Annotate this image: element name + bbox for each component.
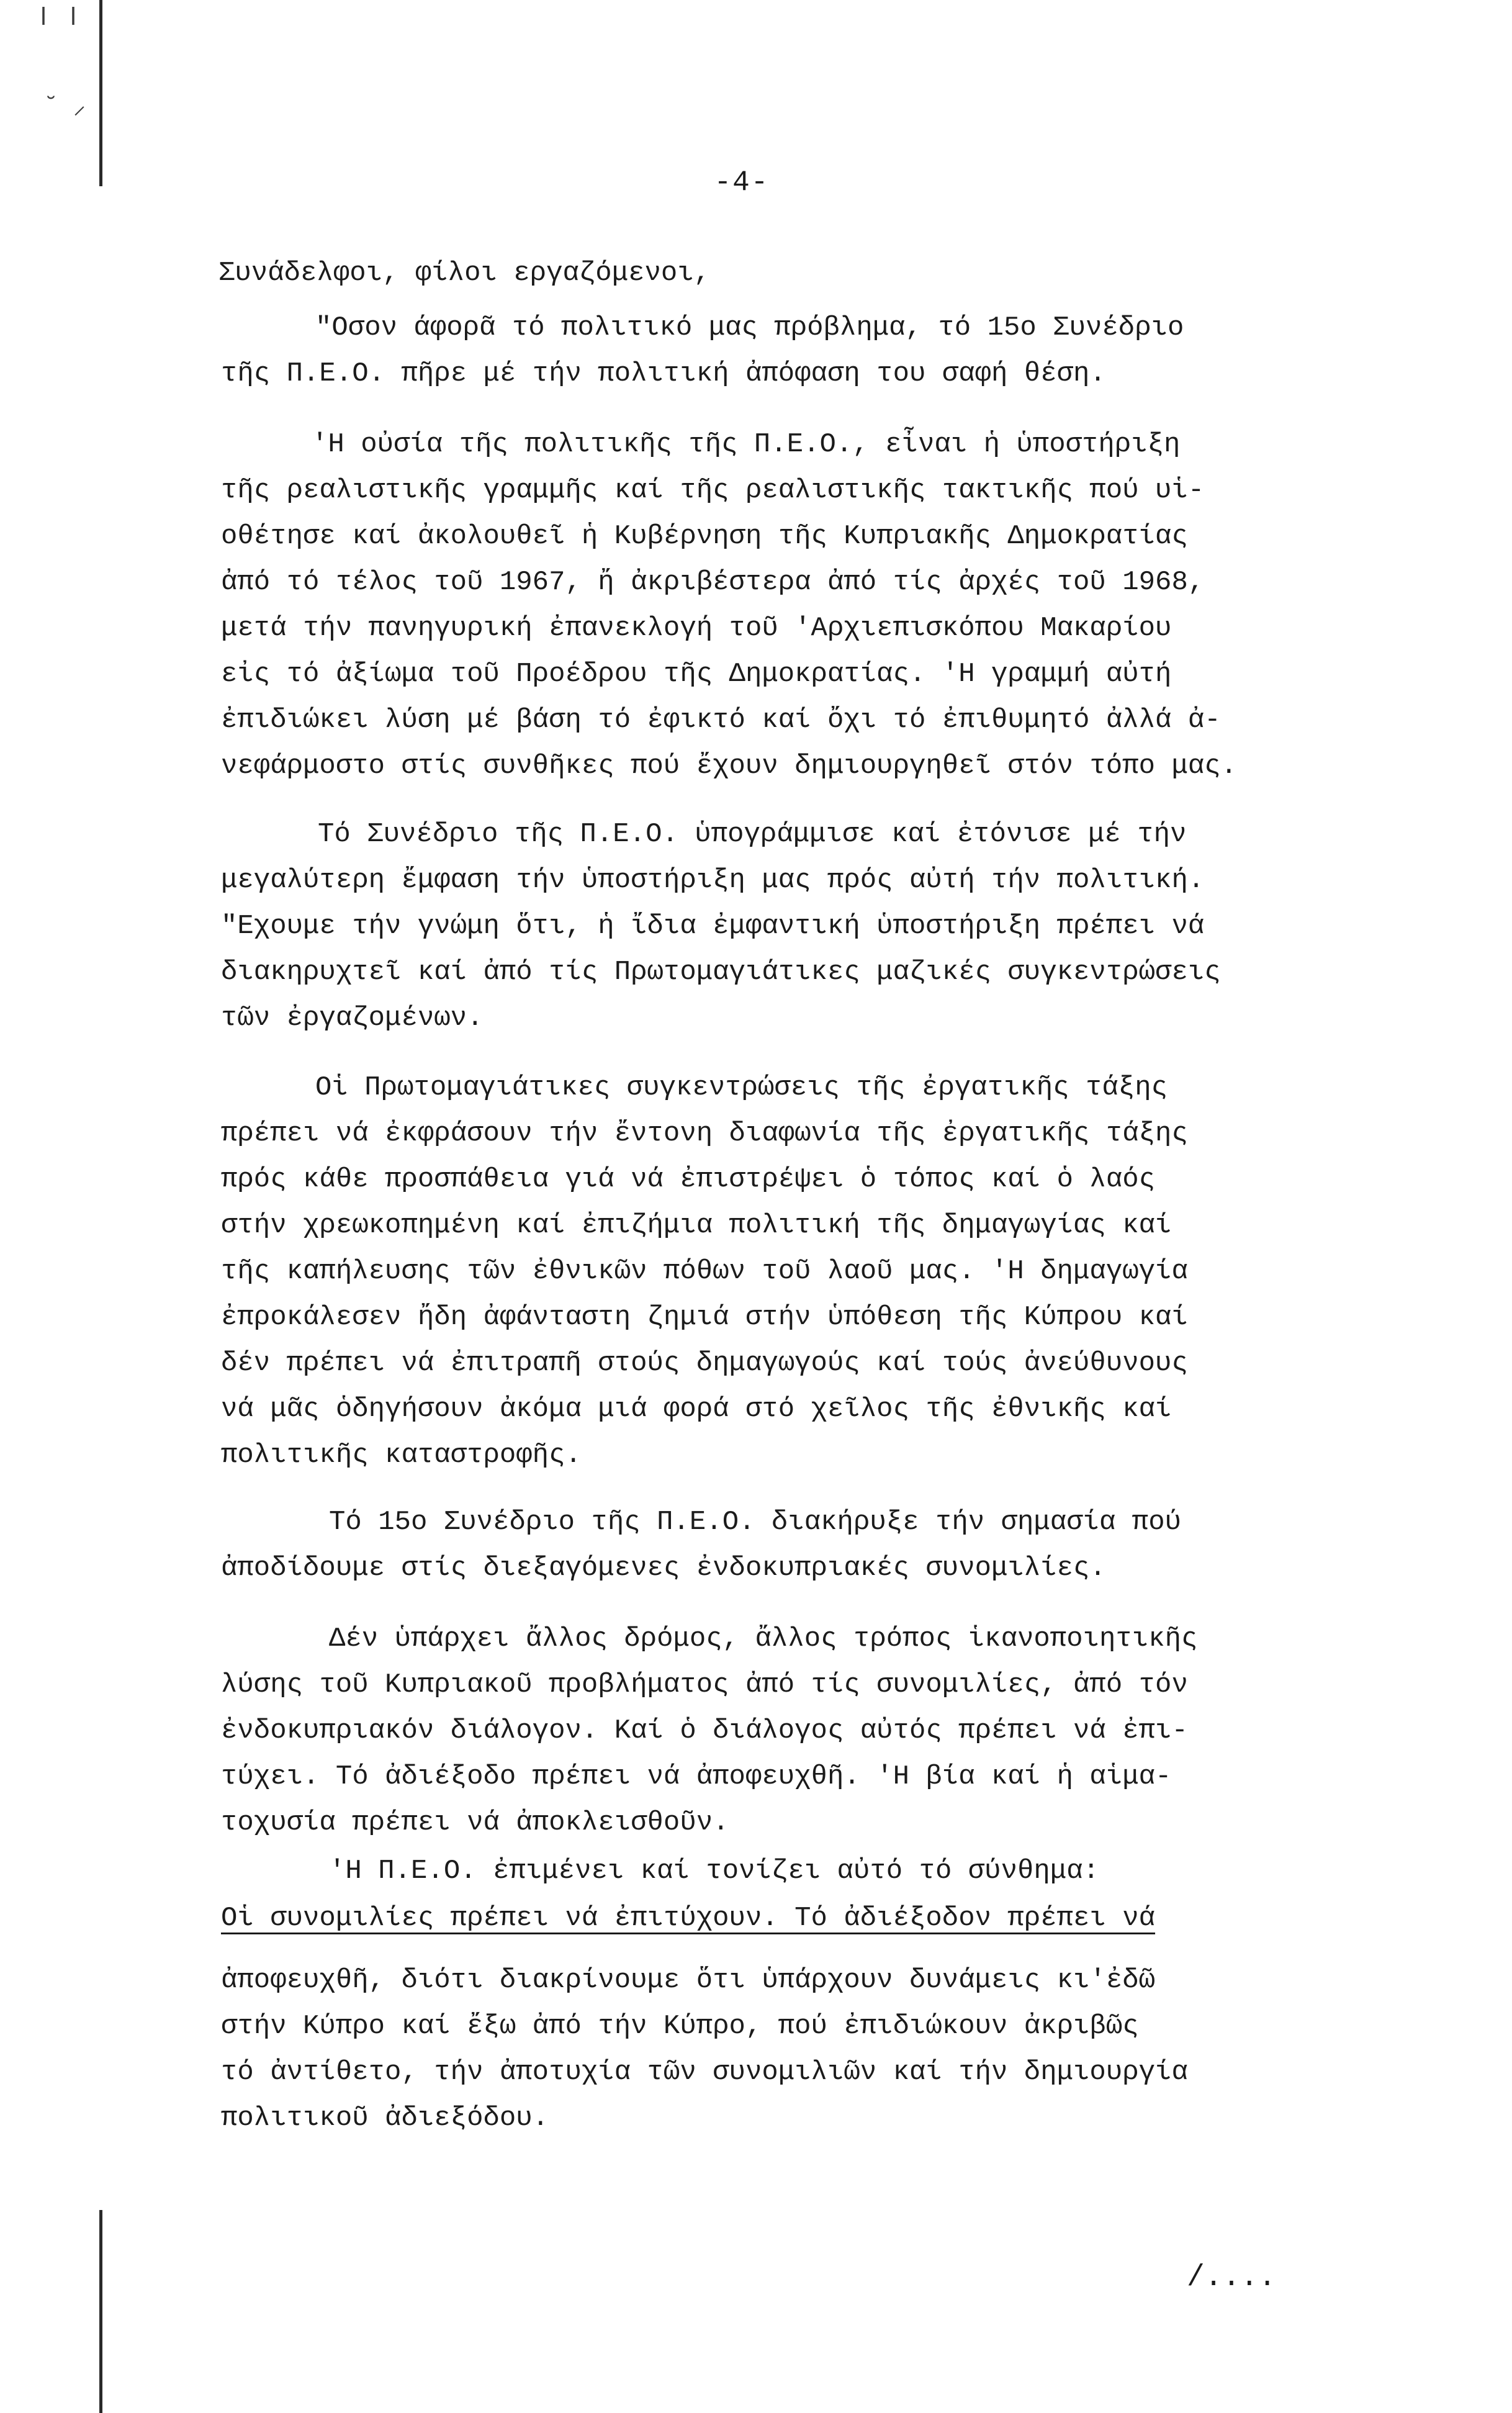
text-line: νεφάρμοστο στίς συνθῆκες πού ἔχουν δημιουργηθεῖ στόν τόπο μας. (221, 751, 1238, 782)
text-line: τῆς Π.Ε.Ο. πῆρε μέ τήν πολιτική ἀπόφαση του σαφή θέση. (221, 358, 1106, 389)
text-line: πολιτικοῦ ἀδιεξόδου. (221, 2103, 549, 2134)
text-line: ἀποδίδουμε στίς διεξαγόμενες ἐνδοκυπριακές συνομιλίες. (221, 1553, 1106, 1584)
text-line: τύχει. Τό ἀδιέξοδο πρέπει νά ἀποφευχθῆ. 'Η βία καί ἡ αἱμα- (221, 1761, 1172, 1792)
text-line: ἐπιδιώκει λύση μέ βάση τό ἐφικτό καί ὄχι τό ἐπιθυμητό ἀλλά ἀ- (221, 705, 1221, 736)
margin-binding-line (99, 2210, 102, 2413)
continuation-mark: /.... (1186, 2261, 1276, 2294)
text-line: ἀπό τό τέλος τοῦ 1967, ἤ ἀκριβέστερα ἀπό τίς ἀρχές τοῦ 1968, (221, 567, 1205, 598)
text-line: ἐνδοκυπριακόν διάλογον. Καί ὁ διάλογος αὐτός πρέπει νά ἐπι- (221, 1715, 1188, 1746)
text-line: ἀποφευχθῆ, διότι διακρίνουμε ὅτι ὑπάρχουν δυνάμεις κι'ἐδῶ (221, 1965, 1156, 1996)
text-line: 'Η οὐσία τῆς πολιτικῆς τῆς Π.Ε.Ο., εἶναι ἡ ὑποστήριξη (312, 429, 1181, 460)
text-line: τῆς καπήλευσης τῶν ἐθνικῶν πόθων τοῦ λαοῦ μας. 'Η δημαγωγία (221, 1256, 1188, 1287)
text-line: Τό 15ο Συνέδριο τῆς Π.Ε.Ο. διακήρυξε τήν σημασία πού (329, 1507, 1182, 1538)
text-line: τῆς ρεαλιστικῆς γραμμῆς καί τῆς ρεαλιστικῆς τακτικῆς πού υἱ- (221, 475, 1205, 506)
text-line: Οἱ Πρωτομαγιάτικες συγκεντρώσεις τῆς ἐργατικῆς τάξης (315, 1072, 1168, 1103)
text-line: "Οσον άφορᾶ τό πολιτικό μας πρόβλημα, τό 15ο Συνέδριο (315, 312, 1184, 343)
text-line: πολιτικῆς καταστροφῆς. (221, 1440, 582, 1471)
text-line: τό ἀντίθετο, τήν ἀποτυχία τῶν συνομιλιῶν καί τήν δημιουργία (221, 2057, 1188, 2088)
margin-binding-line (99, 0, 102, 186)
text-line: δέν πρέπει νά ἐπιτραπῆ στούς δημαγωγούς καί τούς ἀνεύθυνους (221, 1348, 1188, 1379)
text-line: Τό Συνέδριο τῆς Π.Ε.Ο. ὑπογράμμισε καί ἐτόνισε μέ τήν (318, 819, 1187, 850)
text-line: ἐπροκάλεσεν ἤδη ἀφάνταστη ζημιά στήν ὑπόθεση τῆς Κύπρου καί (221, 1302, 1188, 1333)
text-line: μεγαλύτερη ἔμφαση τήν ὑποστήριξη μας πρός αὐτή τήν πολιτική. (221, 865, 1205, 896)
text-line: πρός κάθε προσπάθεια γιά νά ἐπιστρέψει ὁ τόπος καί ὁ λαός (221, 1164, 1156, 1195)
page-number: -4- (714, 166, 770, 199)
text-line: "Εχουμε τήν γνώμη ὅτι, ἡ ἴδια ἐμφαντική ὑποστήριξη πρέπει νά (221, 911, 1205, 942)
text-line: οθέτησε καί ἀκολουθεῖ ἡ Κυβέρνηση τῆς Κυπριακῆς Δημοκρατίας (221, 521, 1188, 552)
greeting: Συνάδελφοι, φίλοι εργαζόμενοι, (218, 258, 711, 289)
text-line: νά μᾶς ὁδηγήσουν ἀκόμα μιά φορά στό χεῖλος τῆς ἐθνικῆς καί (221, 1394, 1172, 1425)
text-line: τῶν ἐργαζομένων. (221, 1003, 484, 1034)
text-line: 'Η Π.Ε.Ο. ἐπιμένει καί τονίζει αὐτό τό σύνθημα: (329, 1856, 1100, 1887)
text-line: Δέν ὑπάρχει ἄλλος δρόμος, ἄλλος τρόπος ἱκανοποιητικῆς (329, 1623, 1198, 1654)
text-line: λύσης τοῦ Κυπριακοῦ προβλήματος ἀπό τίς συνομιλίες, ἀπό τόν (221, 1669, 1188, 1700)
text-line: διακηρυχτεῖ καί ἀπό τίς Πρωτομαγιάτικες μαζικές συγκεντρώσεις (221, 957, 1221, 988)
scan-mark: ǀ ǀ (36, 5, 81, 33)
text-line: μετά τήν πανηγυρική ἐπανεκλογή τοῦ 'Αρχιεπισκόπου Μακαρίου (221, 613, 1172, 644)
text-line: πρέπει νά ἐκφράσουν τήν ἔντονη διαφωνία τῆς ἐργατικῆς τάξης (221, 1118, 1188, 1149)
text-line: εἰς τό ἀξίωμα τοῦ Προέδρου τῆς Δημοκρατίας. 'Η γραμμή αὐτή (221, 659, 1172, 690)
text-line: τοχυσία πρέπει νά ἀποκλεισθοῦν. (221, 1807, 729, 1838)
text-line: στήν Κύπρο καί ἔξω ἀπό τήν Κύπρο, πού ἐπιδιώκουν ἀκριβῶς (221, 2011, 1139, 2042)
scan-mark: ˘ ⸝ (43, 94, 86, 122)
text-line: στήν χρεωκοπημένη καί ἐπιζήμια πολιτική τῆς δημαγωγίας καί (221, 1210, 1172, 1241)
underlined-slogan: Οἱ συνομιλίες πρέπει νά ἐπιτύχουν. Τό ἀδιέξοδον πρέπει νά (221, 1903, 1156, 1934)
